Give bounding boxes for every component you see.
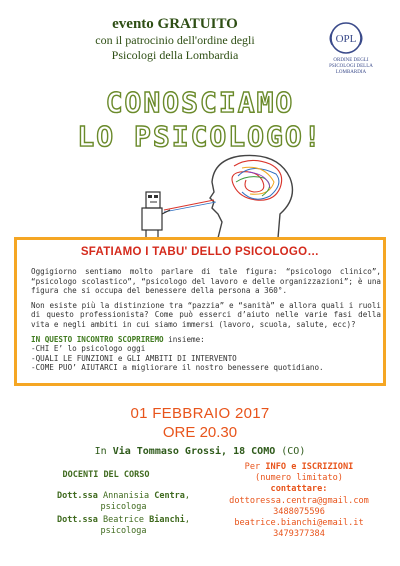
box-list-item-3: -COME PUO’ AIUTARCI a migliorare il nostro benessere quotidiano. [31, 363, 324, 373]
docente-2-role: psicologa [100, 526, 147, 536]
box-heading: SFATIAMO I TABU' DELLO PSICOLOGO… [80, 246, 320, 258]
phone-1[interactable]: 3488075596 [273, 506, 325, 517]
person-figure-icon [142, 192, 170, 238]
phone-2[interactable]: 3479377384 [273, 529, 325, 540]
logo-caption: ORDINE DEGLI PSICOLOGI DELLA LOMBARDIA [329, 58, 373, 75]
info-heading: Per INFO e ISCRIZIONI [244, 462, 354, 472]
head-silhouette-icon [210, 155, 292, 238]
email-2[interactable]: beatrice.bianchi@email.it [234, 518, 364, 529]
box-list-item-1: -CHI E’ lo psicologo oggi [31, 344, 146, 354]
event-time: ORE 20.30 [162, 424, 238, 441]
header-line1: evento GRATUITO [112, 16, 238, 32]
box-list-item-2: -QUALI LE FUNZIONI e GLI AMBITI DI INTERVENTO [31, 353, 237, 363]
contact-heading: contattare: [270, 484, 328, 495]
box-paragraph-2: Non esiste più la distinzione tra “pazzia” e “sanità” e allora quali i ruoli di questo professionista? Come può esserci d’aiuto nelle varie fasi della vita e negli ambiti in cui siamo immersi (lavoro, scuola, salute, ecc)? [31, 300, 381, 329]
event-date: 01 FEBBRAIO 2017 [130, 405, 270, 422]
event-place: In Via Tommaso Grossi, 18 COMO (CO) [94, 446, 306, 457]
event-header [40, 16, 310, 63]
svg-text:OPL: OPL [335, 33, 357, 45]
page-title-line2: LO PSICOLOGO! [77, 120, 323, 153]
brain-scribble-icon [164, 160, 282, 212]
box-body [31, 267, 381, 373]
info-limit-note: (numero limitato) [255, 473, 343, 484]
docente-1-role: psicologa [100, 502, 147, 512]
docente-1: Dott.ssa Annanisia Centra, [56, 491, 191, 501]
docenti-section [36, 470, 211, 539]
header-line2: con il patrocinio dell'ordine degli [95, 33, 255, 47]
info-box [14, 237, 386, 386]
header-line3: Psicologi della Lombardia [111, 48, 239, 62]
page-title-line1: CONOSCIAMO [105, 86, 295, 119]
psychologist-illustration [130, 152, 330, 240]
opl-logo [322, 18, 380, 80]
box-list-heading: IN QUESTO INCONTRO SCOPRIREMO insieme: [31, 334, 205, 344]
docente-2: Dott.ssa Beatrice Bianchi, [56, 515, 191, 525]
docenti-heading: DOCENTI DEL CORSO [62, 470, 150, 480]
box-paragraph-1: Oggigiorno sentiamo molto parlare di tale figura: “psicologo clinico”, “psicologo scolastico”, “psicologo del lavoro e delle organizzazioni”; è una figura che si occupa del benessere della persona a 360°. [31, 267, 381, 296]
email-1[interactable]: dottoressa.centra@gmail.com [229, 495, 369, 506]
opl-logo-icon [322, 18, 380, 58]
contacts-section [214, 462, 384, 540]
